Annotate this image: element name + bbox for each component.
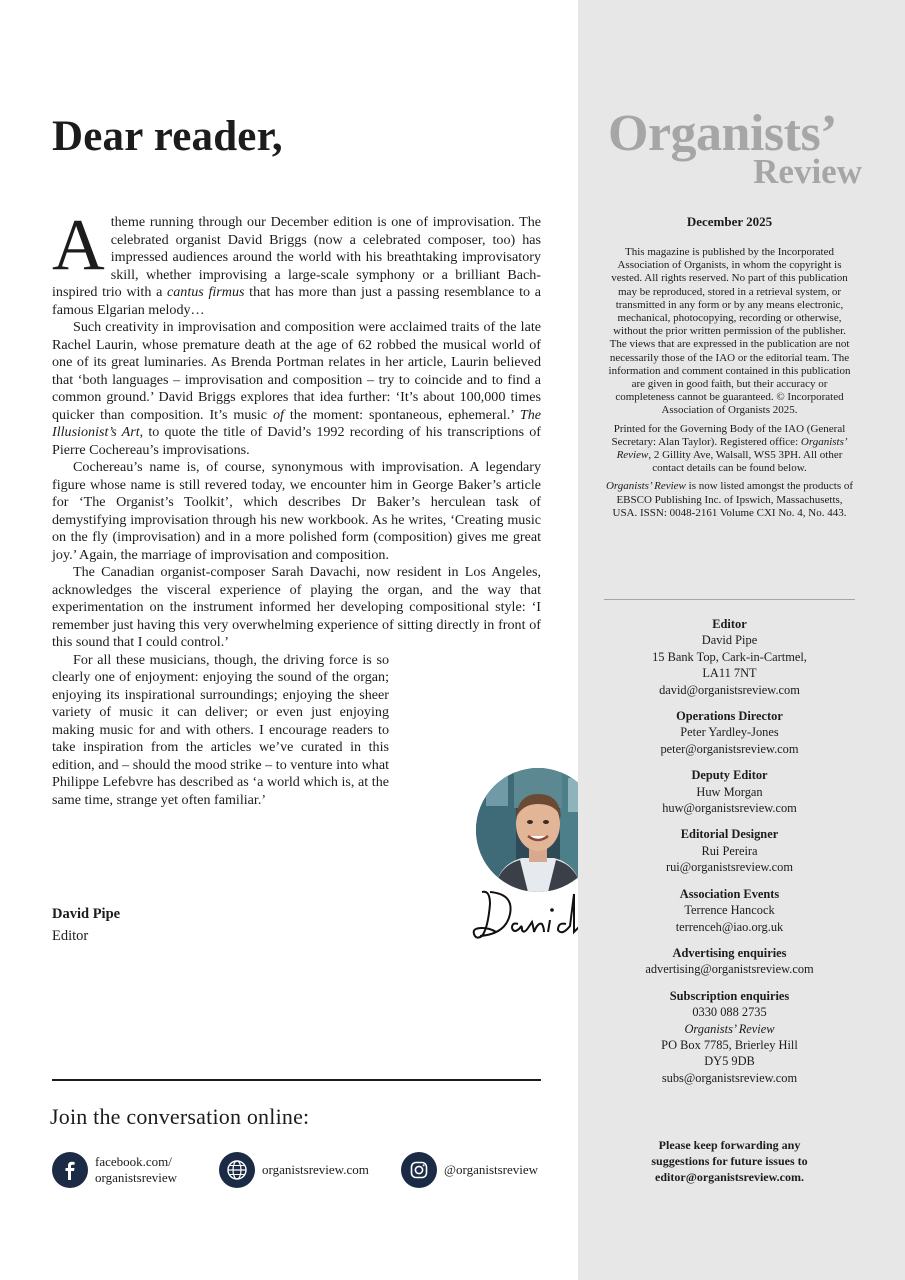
feedback-email[interactable]: editor@organistsreview.com. bbox=[655, 1170, 804, 1184]
registered-office bbox=[604, 423, 855, 476]
contact-role: Editor bbox=[712, 617, 747, 631]
paragraph-4: The Canadian organist-composer Sarah Davachi, now resident in Los Angeles, acknowledges the visceral experience of playing the organ, and the way that experimentation on the instrument informed her developing compositional style: ‘I remember just having this very overwhelming experience of sitting directly in front of this sound that I could control.’ bbox=[52, 564, 541, 650]
facebook-label-line1: facebook.com/ bbox=[95, 1154, 172, 1169]
contact-email[interactable]: david@organistsreview.com bbox=[659, 682, 800, 697]
contact-list bbox=[604, 616, 855, 1096]
contact-role: Advertising enquiries bbox=[672, 945, 787, 960]
contact-editor bbox=[604, 616, 855, 698]
website-label: organistsreview.com bbox=[262, 1162, 369, 1177]
join-heading: Join the conversation online: bbox=[50, 1104, 310, 1129]
paragraph-text: theme running through our December edition is one of improvisation. The celebrated organist David Briggs (now a celebrated composer, too) has impressed audiences around the world with his breathtaking improvisatory skill, whether improvising a large-scale symphony or a brilliant Bach-inspired trio with a bbox=[52, 214, 541, 300]
paragraph-5 bbox=[52, 652, 541, 810]
contact-role: Operations Director bbox=[676, 709, 783, 724]
feedback-line: suggestions for future issues to bbox=[651, 1154, 808, 1168]
contact-name: Terrence Hancock bbox=[684, 903, 775, 918]
instagram-link[interactable] bbox=[401, 1152, 538, 1188]
album-title: The Illusionist’s Art bbox=[52, 406, 542, 440]
facebook-icon bbox=[52, 1152, 88, 1188]
italic-word: of bbox=[272, 406, 284, 423]
contact-email[interactable]: peter@organistsreview.com bbox=[660, 741, 799, 756]
contact-designer bbox=[604, 826, 855, 875]
facebook-label bbox=[95, 1154, 177, 1186]
contact-role: Deputy Editor bbox=[691, 768, 768, 783]
drop-cap: A bbox=[52, 204, 105, 285]
section-divider bbox=[52, 1079, 541, 1081]
feedback-note bbox=[604, 1137, 855, 1185]
contact-email[interactable]: terrenceh@iao.org.uk bbox=[675, 919, 784, 934]
issue-date: December 2025 bbox=[686, 214, 773, 229]
contact-email[interactable]: rui@organistsreview.com bbox=[665, 860, 794, 875]
website-link[interactable] bbox=[219, 1152, 369, 1188]
contact-address: 15 Bank Top, Cark-in-Cartmel, bbox=[652, 649, 807, 664]
contact-email[interactable]: advertising@organistsreview.com bbox=[645, 962, 814, 977]
contact-name: Peter Yardley-Jones bbox=[680, 725, 779, 740]
contact-role: Editorial Designer bbox=[680, 827, 779, 842]
facebook-label-line2: organistsreview bbox=[95, 1170, 178, 1185]
paragraph-2 bbox=[52, 319, 541, 459]
italic-term: cantus firmus bbox=[167, 284, 245, 300]
logo-subtitle: Review bbox=[753, 152, 862, 191]
magazine-name: Organists’ Review bbox=[605, 480, 686, 493]
instagram-icon bbox=[401, 1152, 437, 1188]
editorial-body bbox=[52, 204, 542, 834]
feedback-line: Please keep forwarding any bbox=[658, 1138, 801, 1152]
paragraph-text: that has more than just a passing resemblance to a famous Elgarian melody… bbox=[52, 284, 541, 318]
paragraph-text: For all these musicians, though, the driving force is so clearly one of enjoyment: enjoying the sound of the organ; enjoying its inspirational surroundings; enjoying the sheer variety of music it can deliver; or even just enjoying making music for and with others. I encourage readers to take inspiration from the articles we’ve curated in this edition, and – should the mood strike – to venture into what Philippe Lefebvre has described as ‘a world which is, at the same time, strange yet often familiar.’ bbox=[52, 651, 389, 808]
contact-email[interactable]: huw@organistsreview.com bbox=[662, 801, 797, 816]
contact-subscription bbox=[604, 988, 855, 1086]
contact-role: Association Events bbox=[679, 886, 780, 901]
ebsco-text: is now listed amongst the products of EBSCO Publishing Inc. of Ipswich, Massachusetts, USA. ISSN: 0048-2161 Volume CXI No. 4, No. 443. bbox=[612, 480, 854, 519]
copyright-notice: This magazine is published by the Incorporated Association of Organists, in whom the copyright is vested. All rights reserved. No part of this publication may be reproduced, stored in a retrieval system, or transmitted in any form or by any means electronic, mechanical, photocopying, recording or otherwise, without the prior written permission of the publisher. The views that are expressed in the publication are not necessarily those of the IAO or the editorial team. The information and comment contained in this publication are given in good faith, but their accuracy or completeness cannot be guaranteed. © Incorporated Association of Organists 2025. bbox=[608, 246, 851, 417]
contact-name: Rui Pereira bbox=[701, 843, 758, 858]
contact-postcode: LA11 7NT bbox=[702, 666, 757, 681]
contact-name: Huw Morgan bbox=[696, 784, 763, 799]
magazine-name: Organists’ Review bbox=[616, 435, 848, 462]
contact-phone[interactable]: 0330 088 2735 bbox=[692, 1005, 767, 1020]
office-text: Printed for the Governing Body of the IAO (General Secretary: Alan Taylor). Registered office: bbox=[611, 422, 846, 448]
signoff-name: David Pipe bbox=[52, 906, 121, 922]
contact-email[interactable]: subs@organistsreview.com bbox=[661, 1070, 798, 1085]
contact-deputy-editor bbox=[604, 767, 855, 816]
sidebar-divider bbox=[604, 599, 855, 600]
contact-advertising bbox=[604, 945, 855, 978]
page-title: Dear reader, bbox=[52, 113, 283, 160]
paragraph-1 bbox=[52, 204, 541, 319]
paragraph-text: , to quote the title of David’s 1992 recording of his transcriptions of Pierre Cochereau’s improvisations. bbox=[52, 424, 541, 458]
contact-operations bbox=[604, 708, 855, 757]
legal-notice bbox=[604, 246, 855, 525]
paragraph-3: Cochereau’s name is, of course, synonymous with improvisation. A legendary figure whose name is still revered today, we encounter him in George Baker’s article for ‘The Organist’s Toolkit’, which describes Dr Baker’s herculean task of demystifying improvisation through his new workbook. As he writes, ‘Creating music on the fly (improvisation) and in a more polished form (composition) gives me great joy.’ Again, the marriage of improvisation and composition. bbox=[52, 459, 541, 563]
contact-postcode: DY5 9DB bbox=[704, 1054, 755, 1069]
globe-icon bbox=[219, 1152, 255, 1188]
magazine-name: Organists’ Review bbox=[684, 1021, 775, 1036]
office-text: , 2 Gillity Ave, Walsall, WS5 3PH. All other contact details can be found below. bbox=[648, 449, 843, 475]
instagram-label: @organistsreview bbox=[444, 1162, 539, 1177]
masthead-sidebar bbox=[578, 0, 905, 1280]
logo-title: Organists’ bbox=[608, 105, 837, 162]
ebsco-notice bbox=[604, 480, 855, 520]
paragraph-text: Such creativity in improvisation and composition were acclaimed traits of the late Rachel Laurin, whose premature death at the age of 62 robbed the musical world of one of its great luminaries. As Brenda Portman relates in her article, Laurin believed that ‘both languages – improvisation and composition – try to coincide and to find a common ground.’ David Briggs explores that idea further: ‘It’s about 100,000 times quicker than composition. It’s music bbox=[52, 319, 541, 423]
contact-role: Subscription enquiries bbox=[669, 988, 790, 1003]
paragraph-text: the moment: spontaneous, ephemeral.’ bbox=[283, 406, 520, 423]
signoff-role: Editor bbox=[52, 928, 89, 944]
facebook-link[interactable] bbox=[52, 1152, 177, 1188]
contact-address: PO Box 7785, Brierley Hill bbox=[661, 1037, 798, 1052]
contact-events bbox=[604, 886, 855, 935]
contact-name: David Pipe bbox=[701, 633, 758, 648]
